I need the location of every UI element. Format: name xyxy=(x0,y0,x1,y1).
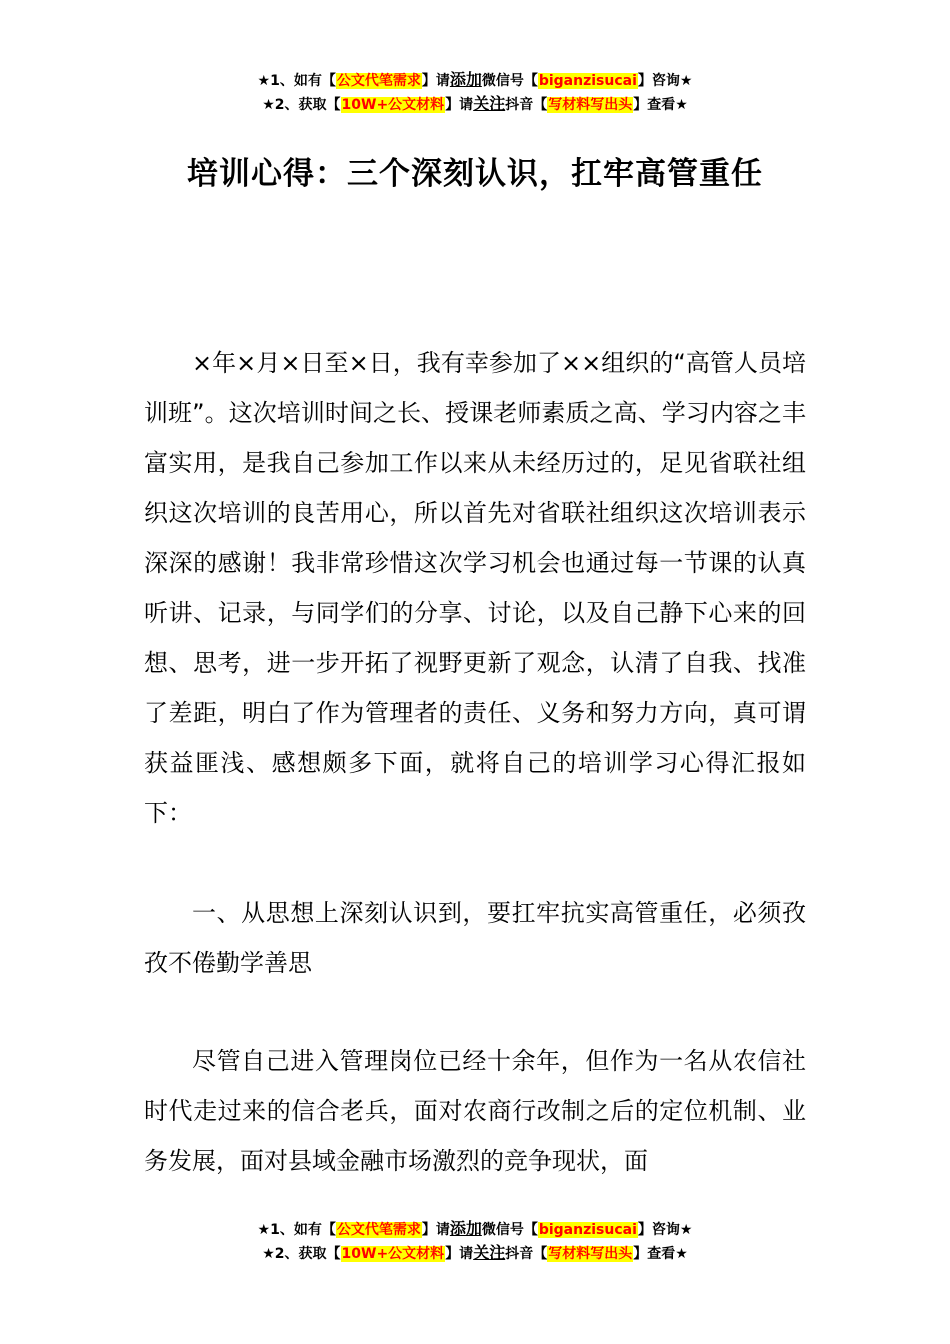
paragraph-text: ×年×月×日至×日，我有幸参加了××组织的“高管人员培训班”。这次培训时间之长、授课老师素质之高、学习内容之丰富实用，是我自己参加工作以来从未经历过的，足见省联社组织这次培训的良苦用心，所以首先对省联社组织这次培训表示深深的感谢！我非常珍惜这次学习机会也通过每一节课的认真听讲、记录，与同学们的分享、讨论，以及自己静下心来的回想、思考，进一步开拓了视野更新了观念，认清了自我、找准了差距，明白了作为管理者的责任、义务和努力方向，真可谓获益匪浅、感想颇多下面，就将自己的培训学习心得汇报如下： xyxy=(144,349,806,827)
banner-emphasis: 添加 xyxy=(449,1219,482,1238)
banner-text: 】请 xyxy=(421,73,450,89)
body-paragraph xyxy=(144,1036,806,1186)
banner-text: 】请 xyxy=(445,97,474,113)
banner-text: 】查看★ xyxy=(633,1246,688,1262)
banner-text: ★1、如有【 xyxy=(257,73,336,89)
paragraph-text: 尽管自己进入管理岗位已经十余年，但作为一名从农信社时代走过来的信合老兵，面对农商行改制之后的定位机制、业务发展，面对县域金融市场激烈的竞争现状，面 xyxy=(144,1047,806,1175)
section-heading xyxy=(144,888,806,988)
banner-line-2 xyxy=(0,1241,950,1265)
banner-text: ★2、获取【 xyxy=(262,97,341,113)
banner-highlight: 写材料写出头 xyxy=(548,97,633,113)
banner-text: ★1、如有【 xyxy=(257,1222,336,1238)
document-title: 培训心得：三个深刻认识，扛牢高管重任 xyxy=(187,156,763,192)
banner-highlight: biganzisucai xyxy=(538,73,637,89)
banner-line-1 xyxy=(0,68,950,92)
banner-text: 】咨询★ xyxy=(637,1222,693,1238)
banner-text: 抖音【 xyxy=(505,97,548,113)
banner-text: 抖音【 xyxy=(505,1246,548,1262)
banner-highlight: 10W+公文材料 xyxy=(341,97,445,113)
banner-line-2 xyxy=(0,92,950,116)
banner-emphasis: 添加 xyxy=(449,70,482,89)
footer-banner xyxy=(0,1217,950,1265)
banner-text: 】请 xyxy=(445,1246,474,1262)
banner-highlight: 公文代笔需求 xyxy=(336,1222,421,1238)
banner-highlight: 公文代笔需求 xyxy=(336,73,421,89)
banner-emphasis: 关注 xyxy=(473,1243,506,1262)
banner-text: 微信号【 xyxy=(481,73,538,89)
body-paragraph xyxy=(144,338,806,838)
banner-text: 】查看★ xyxy=(633,97,688,113)
banner-text: 】咨询★ xyxy=(637,73,693,89)
header-banner xyxy=(0,68,950,116)
banner-text: 】请 xyxy=(421,1222,450,1238)
banner-highlight: 写材料写出头 xyxy=(548,1246,633,1262)
section-heading-text: 一、从思想上深刻认识到，要扛牢抗实高管重任，必须孜孜不倦勤学善思 xyxy=(144,899,806,977)
banner-text: 微信号【 xyxy=(481,1222,538,1238)
banner-line-1 xyxy=(0,1217,950,1241)
banner-text: ★2、获取【 xyxy=(262,1246,341,1262)
banner-emphasis: 关注 xyxy=(473,94,506,113)
banner-highlight: biganzisucai xyxy=(538,1222,637,1238)
banner-highlight: 10W+公文材料 xyxy=(341,1246,445,1262)
